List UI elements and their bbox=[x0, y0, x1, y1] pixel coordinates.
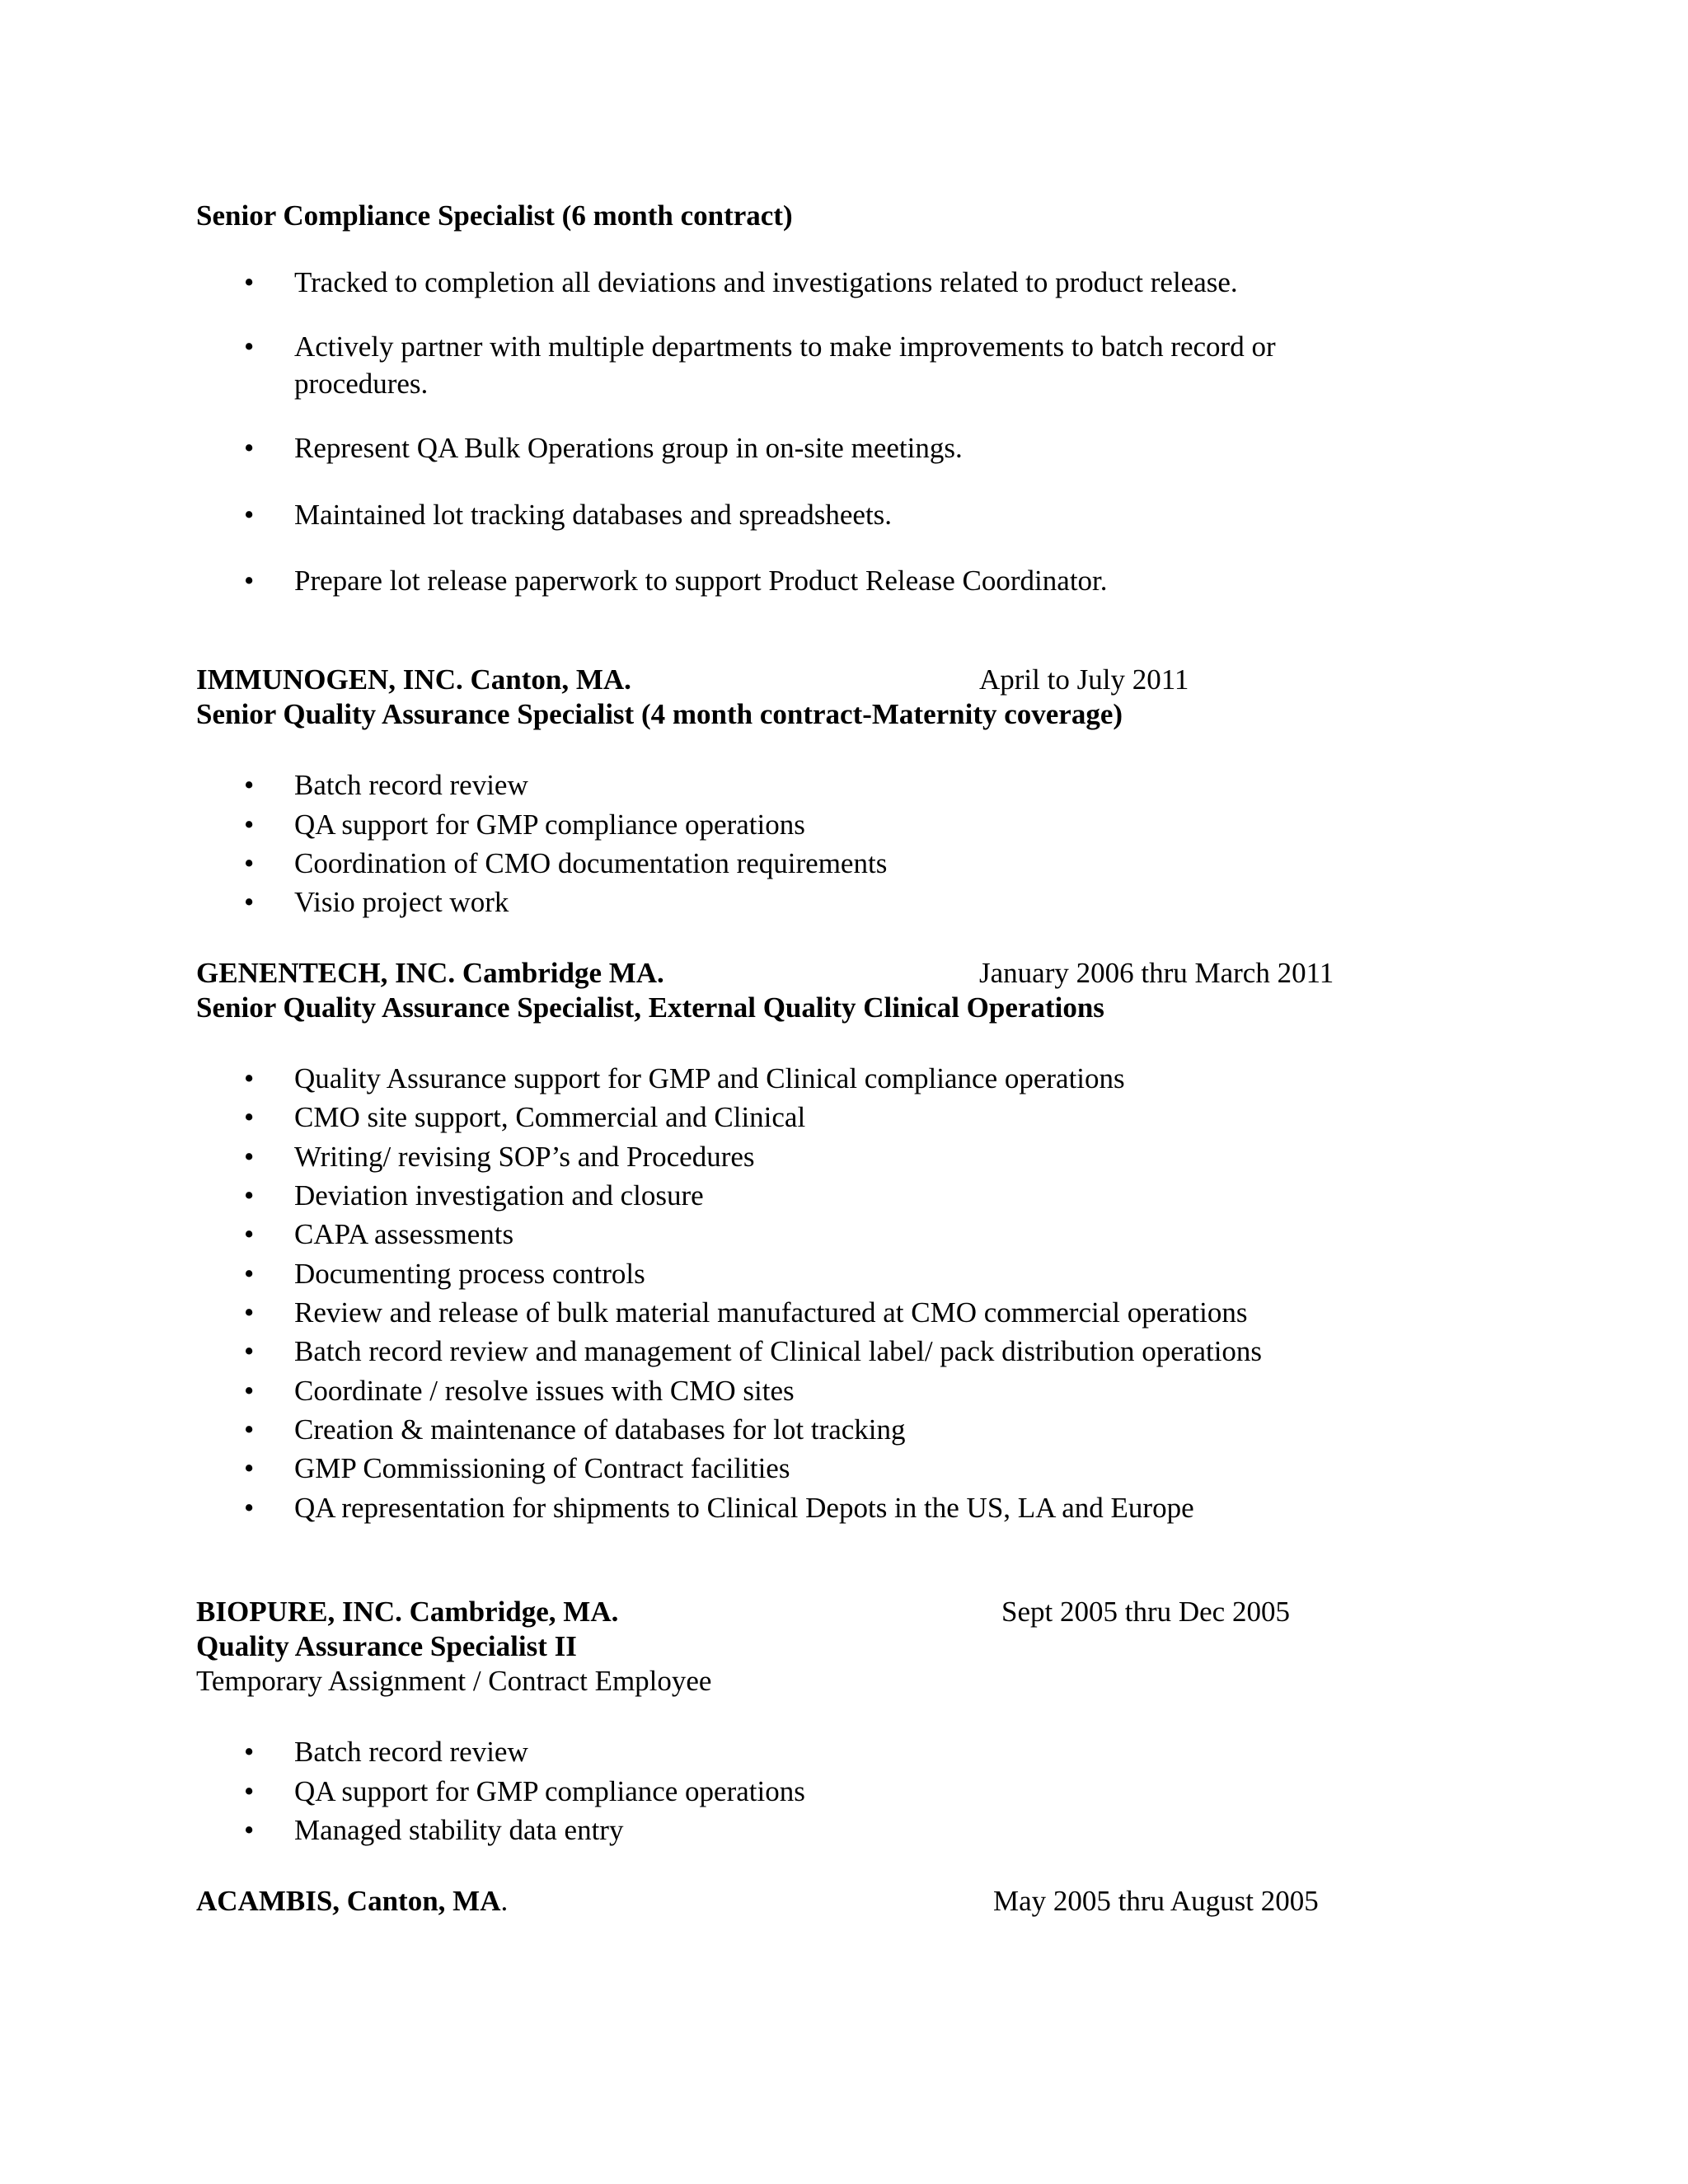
bullet-icon: • bbox=[244, 499, 255, 531]
dates-biopure: Sept 2005 thru Dec 2005 bbox=[1001, 1596, 1290, 1628]
bullet-icon: • bbox=[244, 565, 255, 597]
list-item: Tracked to completion all deviations and investigations related to product release. bbox=[294, 266, 1238, 298]
role-immunogen: Senior Quality Assurance Specialist (4 month contract-Maternity coverage) bbox=[196, 698, 1123, 730]
list-item: QA representation for shipments to Clinical Depots in the US, LA and Europe bbox=[294, 1492, 1194, 1524]
bullet-icon: • bbox=[244, 1375, 255, 1407]
list-item: Prepare lot release paperwork to support Product Release Coordinator. bbox=[294, 565, 1108, 597]
bullet-icon: • bbox=[244, 847, 255, 879]
section-title-compliance: Senior Compliance Specialist (6 month contract) bbox=[196, 199, 793, 232]
bullet-icon: • bbox=[244, 1296, 255, 1329]
list-item: Batch record review and management of Clinical label/ pack distribution operations bbox=[294, 1335, 1263, 1367]
bullet-icon: • bbox=[244, 1141, 255, 1173]
list-item: Actively partner with multiple departments to make improvements to batch record or bbox=[294, 330, 1276, 363]
list-item-continuation: procedures. bbox=[294, 368, 429, 400]
list-item: CAPA assessments bbox=[294, 1218, 514, 1250]
list-item: Coordinate / resolve issues with CMO sites bbox=[294, 1375, 795, 1407]
dates-immunogen: April to July 2011 bbox=[979, 663, 1189, 696]
bullet-icon: • bbox=[244, 1218, 255, 1250]
list-item: QA support for GMP compliance operations bbox=[294, 1775, 805, 1807]
note-biopure: Temporary Assignment / Contract Employee bbox=[196, 1665, 712, 1697]
company-biopure: BIOPURE, INC. Cambridge, MA. bbox=[196, 1596, 619, 1628]
role-genentech: Senior Quality Assurance Specialist, External Quality Clinical Operations bbox=[196, 991, 1104, 1024]
company-acambis: ACAMBIS, Canton, MA bbox=[196, 1885, 501, 1917]
bullet-icon: • bbox=[244, 1335, 255, 1367]
list-item: Deviation investigation and closure bbox=[294, 1179, 704, 1212]
bullet-icon: • bbox=[244, 266, 255, 298]
bullet-icon: • bbox=[244, 1101, 255, 1133]
list-item: CMO site support, Commercial and Clinical bbox=[294, 1101, 806, 1133]
bullet-icon: • bbox=[244, 1492, 255, 1524]
list-item: Writing/ revising SOP’s and Procedures bbox=[294, 1141, 755, 1173]
dates-genentech: January 2006 thru March 2011 bbox=[979, 957, 1334, 989]
bullet-icon: • bbox=[244, 1179, 255, 1212]
list-item: Represent QA Bulk Operations group in on-site meetings. bbox=[294, 432, 963, 464]
role-biopure: Quality Assurance Specialist II bbox=[196, 1630, 577, 1662]
dates-acambis: May 2005 thru August 2005 bbox=[993, 1885, 1319, 1917]
list-item: Batch record review bbox=[294, 769, 528, 801]
company-acambis-line bbox=[196, 1884, 508, 1919]
list-item: Documenting process controls bbox=[294, 1258, 645, 1290]
list-item: GMP Commissioning of Contract facilities bbox=[294, 1452, 790, 1484]
list-item: Managed stability data entry bbox=[294, 1814, 624, 1846]
bullet-icon: • bbox=[244, 330, 255, 363]
bullet-icon: • bbox=[244, 886, 255, 918]
list-item: Quality Assurance support for GMP and Clinical compliance operations bbox=[294, 1062, 1125, 1094]
company-genentech: GENENTECH, INC. Cambridge MA. bbox=[196, 957, 664, 989]
bullet-icon: • bbox=[244, 1814, 255, 1846]
bullet-icon: • bbox=[244, 432, 255, 464]
bullet-icon: • bbox=[244, 1413, 255, 1446]
list-item: Visio project work bbox=[294, 886, 509, 918]
company-immunogen: IMMUNOGEN, INC. Canton, MA. bbox=[196, 663, 631, 696]
bullet-icon: • bbox=[244, 1736, 255, 1768]
list-item: Review and release of bulk material manufactured at CMO commercial operations bbox=[294, 1296, 1248, 1329]
bullet-icon: • bbox=[244, 769, 255, 801]
bullet-icon: • bbox=[244, 1452, 255, 1484]
list-item: Coordination of CMO documentation requirements bbox=[294, 847, 888, 879]
bullet-icon: • bbox=[244, 1258, 255, 1290]
bullet-icon: • bbox=[244, 1775, 255, 1807]
list-item: QA support for GMP compliance operations bbox=[294, 808, 805, 841]
list-item: Creation & maintenance of databases for lot tracking bbox=[294, 1413, 906, 1446]
bullet-icon: • bbox=[244, 808, 255, 841]
list-item: Batch record review bbox=[294, 1736, 528, 1768]
bullet-icon: • bbox=[244, 1062, 255, 1094]
company-acambis-suffix: . bbox=[500, 1885, 509, 1917]
list-item: Maintained lot tracking databases and spreadsheets. bbox=[294, 499, 893, 531]
